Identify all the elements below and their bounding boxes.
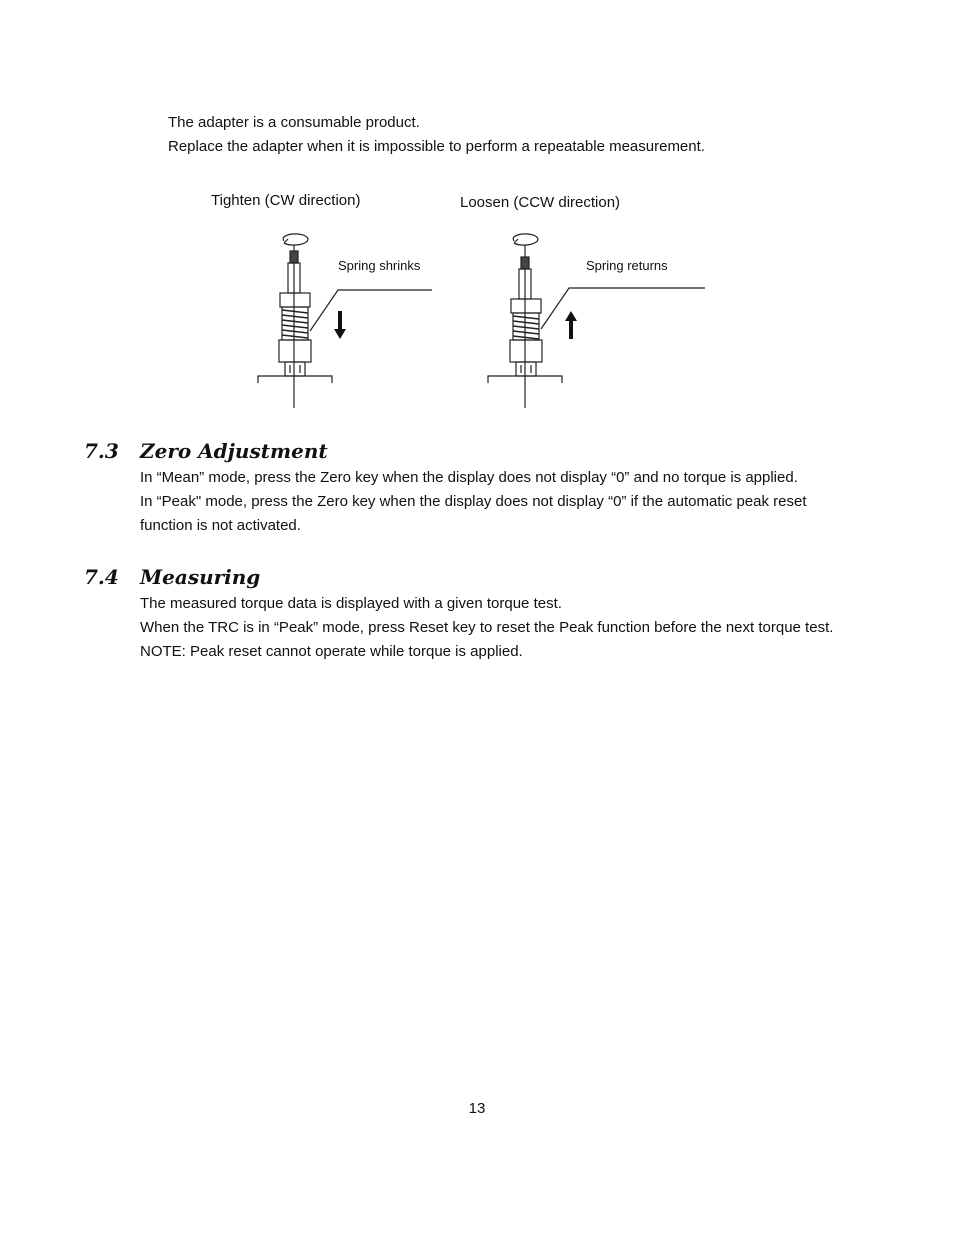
page-number: 13 — [468, 1100, 486, 1117]
paragraph-line: The measured torque data is displayed with a given torque test. — [140, 595, 562, 612]
section-title-measuring: Measuring — [140, 565, 261, 589]
section-number: 7.4 — [84, 565, 119, 589]
intro-line-1: The adapter is a consumable product. — [168, 114, 420, 131]
adapter-loosen-diagram — [480, 225, 710, 415]
section-number: 7.3 — [84, 439, 119, 463]
figure-left-title: Tighten (CW direction) — [211, 192, 361, 209]
figure-left-note: Spring shrinks — [338, 258, 421, 273]
paragraph-line: NOTE: Peak reset cannot operate while torque is applied. — [140, 643, 523, 660]
paragraph-line: In “Peak" mode, press the Zero key when the display does not display “0” if the automatic peak reset — [140, 493, 807, 510]
figure-right-note: Spring returns — [586, 258, 668, 273]
paragraph-line: When the TRC is in “Peak” mode, press Reset key to reset the Peak function before the next torque test. — [140, 619, 834, 636]
figure-right-title: Loosen (CCW direction) — [460, 194, 621, 211]
section-title-zero-adjustment: Zero Adjustment — [140, 439, 328, 463]
paragraph-line: In “Mean” mode, press the Zero key when the display does not display “0” and no torque is applied. — [140, 469, 798, 486]
adapter-tighten-diagram — [250, 225, 440, 415]
intro-line-2: Replace the adapter when it is impossible to perform a repeatable measurement. — [168, 138, 705, 155]
paragraph-line: function is not activated. — [140, 517, 301, 534]
